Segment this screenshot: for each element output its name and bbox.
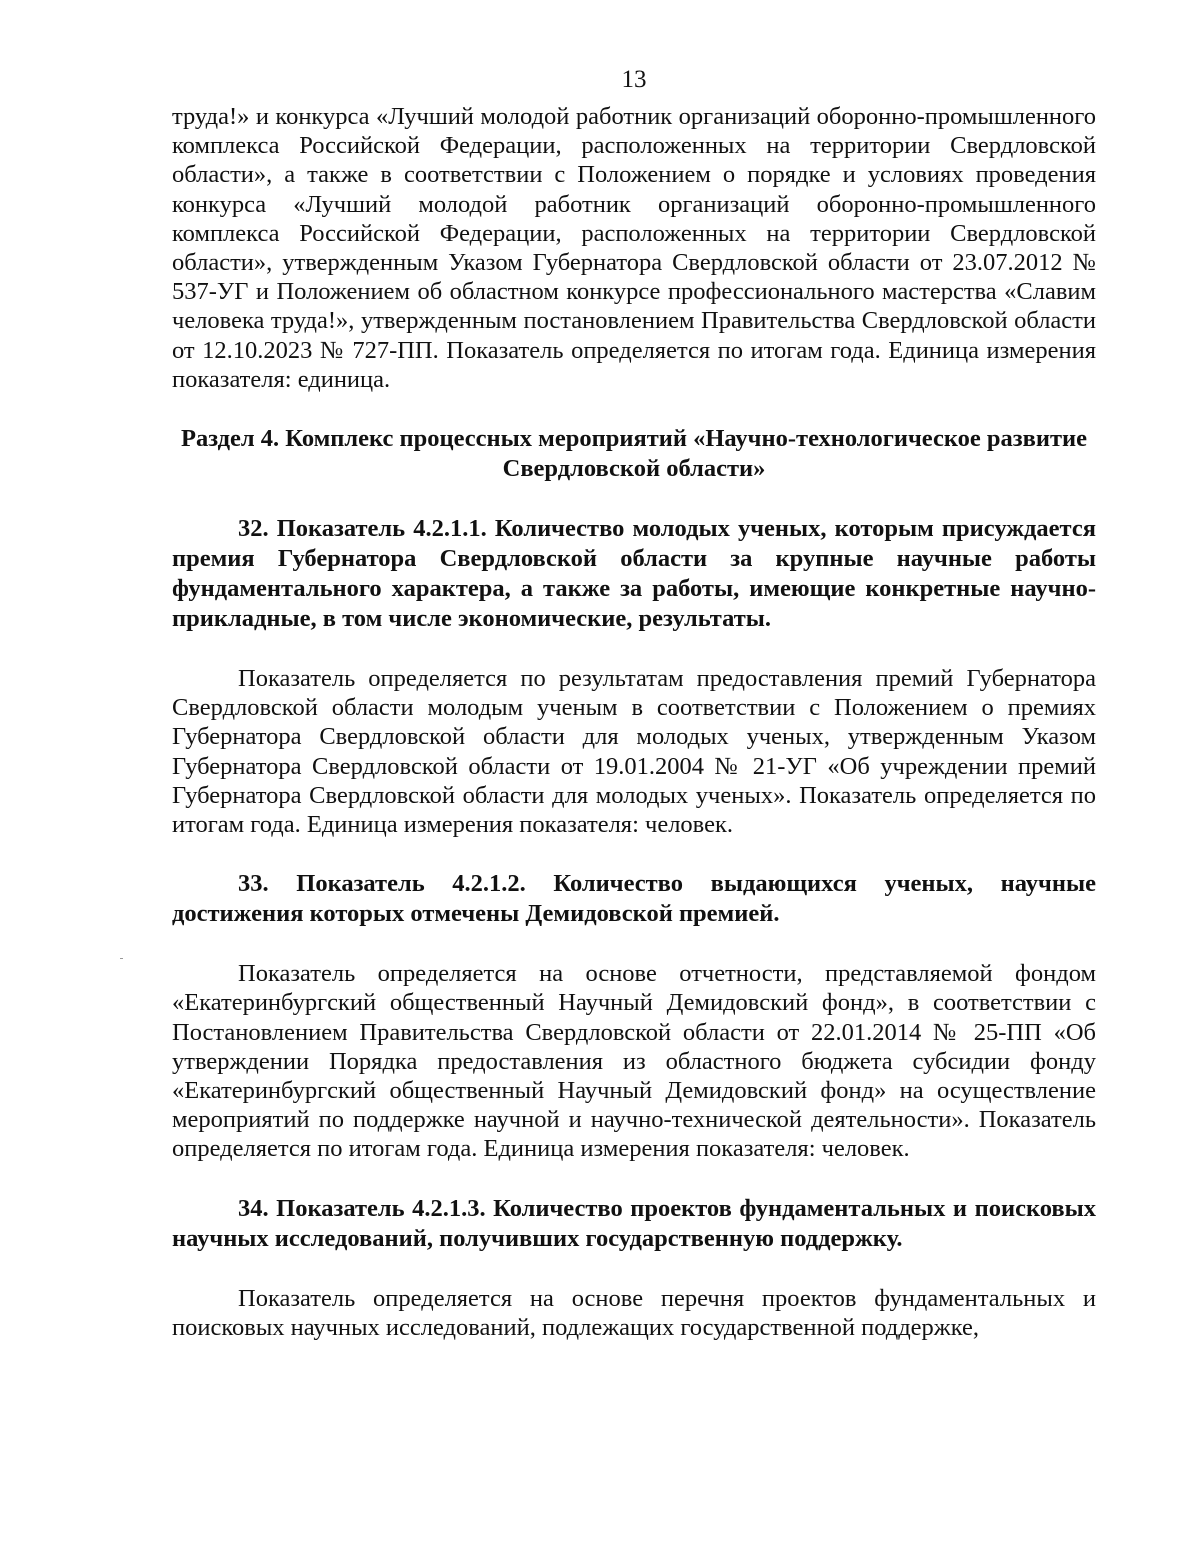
- intro-paragraph: труда!» и конкурса «Лучший молодой работник организаций оборонно-промышленного комплекса Российской Федерации, расположенных на территории Свердловской области», а также в соответствии с Положением о порядке и условиях проведения конкурса «Лучший молодой работник организаций оборонно-промышленного комплекса Российской Федерации, расположенных на территории Свердловской области», утвержденным Указом Губернатора Свердловской области от 23.07.2012 № 537-УГ и Положением об областном конкурсе профессионального мастерства «Славим человека труда!», утвержденным постановлением Правительства Свердловской области от 12.10.2023 № 727-ПП. Показатель определяется по итогам года. Единица измерения показателя: единица.: [172, 103, 1096, 393]
- document-page: [172, 66, 1096, 1342]
- indicator-34-text: Показатель определяется на основе перечня проектов фундаментальных и поисковых научных исследований, подлежащих государственной поддержке,: [172, 1284, 1096, 1341]
- indicator-32-heading: 32. Показатель 4.2.1.1. Количество молодых ученых, которым присуждается премия Губернатора Свердловской области за крупные научные работы фундаментального характера, а также за работы, имеющие конкретные научно-прикладные, в том числе экономические, результаты.: [172, 515, 1096, 633]
- indicator-33-text: Показатель определяется на основе отчетности, представляемой фондом «Екатеринбургский общественный Научный Демидовский фонд», в соответствии с Постановлением Правительства Свердловской области от 22.01.2014 № 25-ПП «Об утверждении Порядка предоставления из областного бюджета субсидии фонду «Екатеринбургский общественный Научный Демидовский фонд» на осуществление мероприятий по поддержке научной и научно-технической деятельности». Показатель определяется по итогам года. Единица измерения показателя: человек.: [172, 960, 1096, 1163]
- page-number: 13: [621, 66, 647, 93]
- indicator-33-heading: 33. Показатель 4.2.1.2. Количество выдающихся ученых, научные достижения которых отмечены Демидовской премией.: [172, 870, 1096, 928]
- indicator-32-text: Показатель определяется по результатам предоставления премий Губернатора Свердловской области молодым ученым в соответствии с Положением о премиях Губернатора Свердловской области для молодых ученых, утвержденным Указом Губернатора Свердловской области от 19.01.2004 № 21-УГ «Об учреждении премий Губернатора Свердловской области для молодых ученых». Показатель определяется по итогам года. Единица измерения показателя: человек.: [172, 665, 1096, 839]
- section-title: Раздел 4. Комплекс процессных мероприятий «Научно-технологическое развитие Свердловской области»: [181, 425, 1087, 483]
- scan-margin-mark: [120, 958, 123, 959]
- indicator-34-heading: 34. Показатель 4.2.1.3. Количество проектов фундаментальных и поисковых научных исследований, получивших государственную поддержку.: [172, 1194, 1096, 1252]
